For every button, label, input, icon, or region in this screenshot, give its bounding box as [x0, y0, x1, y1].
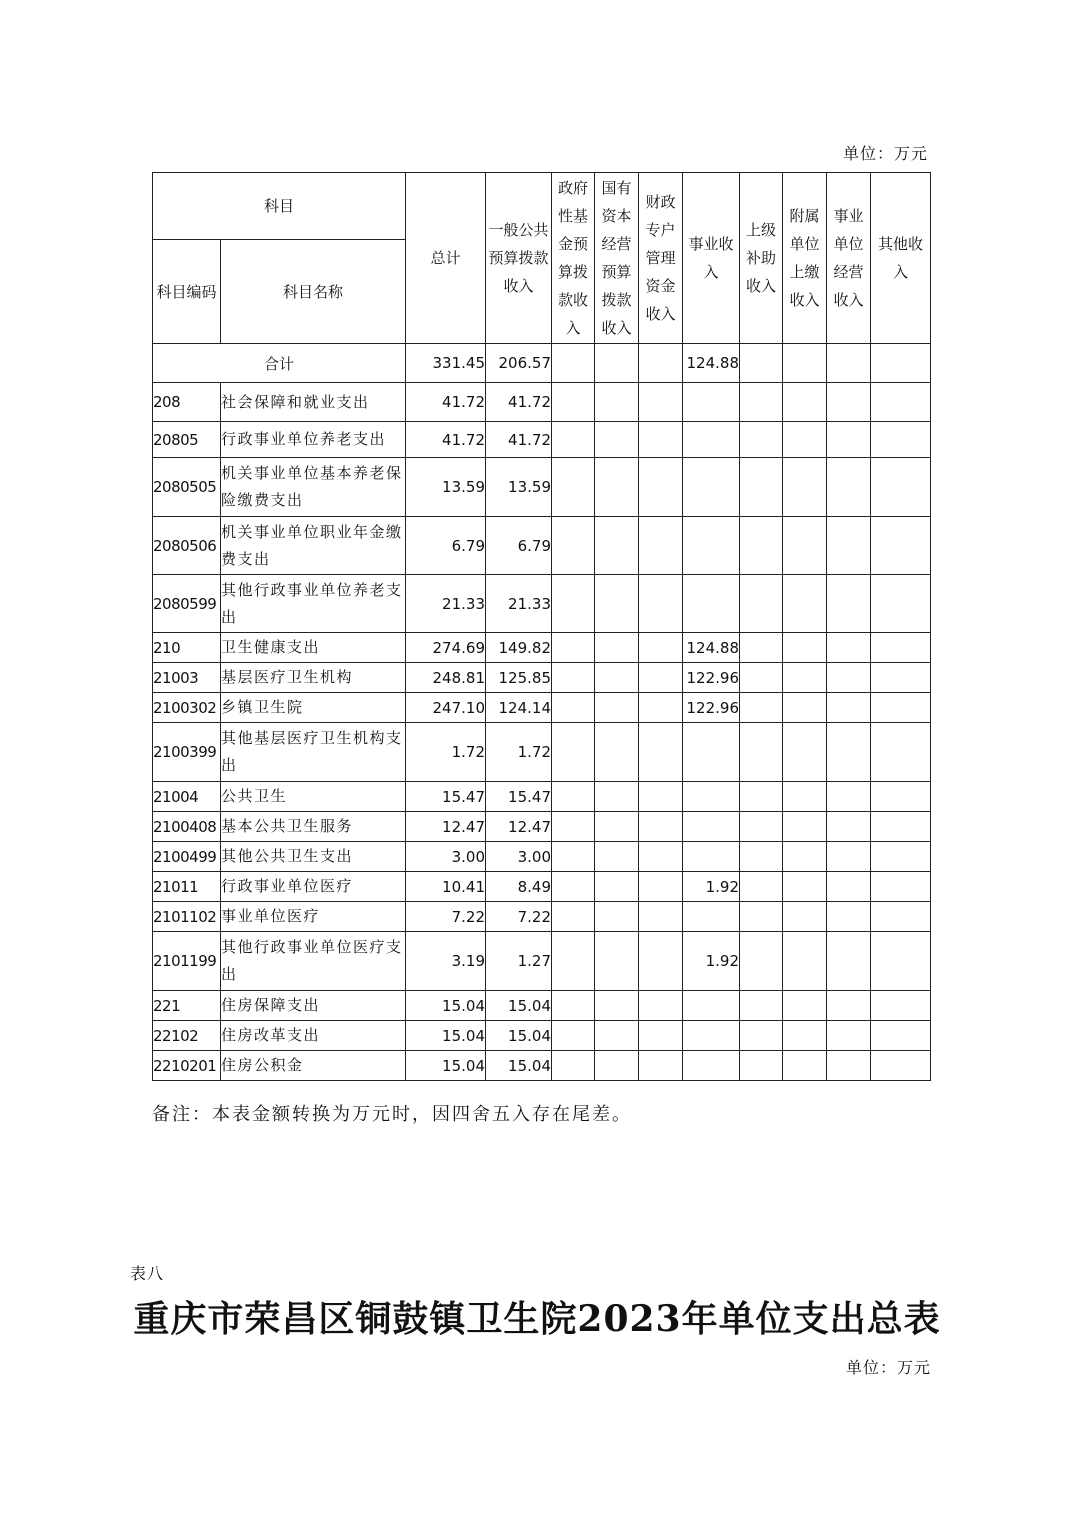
header-general-budget: 一般公共预算拨款收入	[486, 173, 552, 344]
subject-code: 2100399	[153, 723, 221, 782]
subject-code: 2080599	[153, 575, 221, 633]
subject-name: 社会保障和就业支出	[221, 383, 406, 422]
row-business-income: 124.88	[683, 633, 740, 663]
row-total: 15.04	[406, 1021, 486, 1051]
row-state-capital	[595, 517, 639, 575]
row-business-operation	[827, 812, 871, 842]
row-total: 7.22	[406, 902, 486, 932]
subject-name: 基层医疗卫生机构	[221, 663, 406, 693]
unit-label-top: 单位：万元	[842, 144, 928, 163]
subject-name: 机关事业单位基本养老保险缴费支出	[221, 458, 406, 517]
row-affiliated-unit	[783, 575, 827, 633]
row-gov-fund	[552, 723, 595, 782]
row-superior-subsidy	[740, 383, 783, 422]
row-affiliated-unit	[783, 422, 827, 458]
subject-code: 2100302	[153, 693, 221, 723]
row-other-income	[871, 723, 931, 782]
row-affiliated-unit	[783, 517, 827, 575]
table-row	[153, 991, 931, 1021]
table-row	[153, 782, 931, 812]
row-business-income	[683, 517, 740, 575]
row-special-account	[639, 693, 683, 723]
row-state-capital	[595, 422, 639, 458]
row-business-income	[683, 991, 740, 1021]
row-superior-subsidy	[740, 991, 783, 1021]
subject-code: 2210201	[153, 1051, 221, 1081]
subject-name: 事业单位医疗	[221, 902, 406, 932]
row-other-income	[871, 383, 931, 422]
row-gov-fund	[552, 422, 595, 458]
row-business-income	[683, 812, 740, 842]
subject-code: 21003	[153, 663, 221, 693]
row-general-budget: 15.04	[486, 1051, 552, 1081]
row-business-operation	[827, 991, 871, 1021]
row-state-capital	[595, 782, 639, 812]
row-general-budget: 15.47	[486, 782, 552, 812]
header-other-income: 其他收入	[871, 173, 931, 344]
table-row	[153, 812, 931, 842]
row-general-budget: 125.85	[486, 663, 552, 693]
table-body	[153, 344, 931, 1081]
row-state-capital	[595, 932, 639, 991]
subject-name: 卫生健康支出	[221, 633, 406, 663]
row-state-capital	[595, 383, 639, 422]
row-other-income	[871, 991, 931, 1021]
row-superior-subsidy	[740, 932, 783, 991]
row-general-budget: 41.72	[486, 422, 552, 458]
row-business-income	[683, 1021, 740, 1051]
row-superior-subsidy	[740, 458, 783, 517]
table-row	[153, 723, 931, 782]
subject-code: 2101102	[153, 902, 221, 932]
subject-code: 208	[153, 383, 221, 422]
row-business-operation	[827, 458, 871, 517]
row-total: 41.72	[406, 383, 486, 422]
row-gov-fund	[552, 693, 595, 723]
row-state-capital	[595, 575, 639, 633]
row-affiliated-unit	[783, 1021, 827, 1051]
subject-code: 2100408	[153, 812, 221, 842]
row-general-budget: 41.72	[486, 383, 552, 422]
row-state-capital	[595, 1021, 639, 1051]
table-row	[153, 932, 931, 991]
row-superior-subsidy	[740, 1051, 783, 1081]
row-gov-fund	[552, 633, 595, 663]
row-state-capital	[595, 1051, 639, 1081]
row-gov-fund	[552, 517, 595, 575]
row-total: 21.33	[406, 575, 486, 633]
table-row	[153, 842, 931, 872]
row-superior-subsidy	[740, 723, 783, 782]
row-superior-subsidy	[740, 782, 783, 812]
header-business-income: 事业收入	[683, 173, 740, 344]
row-other-income	[871, 575, 931, 633]
row-business-operation	[827, 575, 871, 633]
subject-name: 乡镇卫生院	[221, 693, 406, 723]
row-state-capital	[595, 842, 639, 872]
row-superior-subsidy	[740, 663, 783, 693]
table-row	[153, 633, 931, 663]
row-total: 15.47	[406, 782, 486, 812]
row-total: 15.04	[406, 991, 486, 1021]
table-row	[153, 1051, 931, 1081]
row-state-capital	[595, 872, 639, 902]
row-business-operation	[827, 663, 871, 693]
row-other-income	[871, 458, 931, 517]
row-affiliated-unit	[783, 782, 827, 812]
row-state-capital	[595, 458, 639, 517]
row-other-income	[871, 693, 931, 723]
row-general-budget: 1.27	[486, 932, 552, 991]
row-business-income	[683, 902, 740, 932]
subject-code: 2101199	[153, 932, 221, 991]
row-gov-fund	[552, 663, 595, 693]
row-superior-subsidy	[740, 575, 783, 633]
row-other-income	[871, 812, 931, 842]
table-row	[153, 693, 931, 723]
table-note: 备注：本表金额转换为万元时，因四舍五入存在尾差。	[152, 1104, 632, 1125]
row-business-operation	[827, 693, 871, 723]
row-gov-fund	[552, 383, 595, 422]
row-superior-subsidy	[740, 517, 783, 575]
row-general-budget: 21.33	[486, 575, 552, 633]
row-other-income	[871, 422, 931, 458]
row-total: 12.47	[406, 812, 486, 842]
header-superior-subsidy: 上级补助收入	[740, 173, 783, 344]
header-special-account: 财政专户管理资金收入	[639, 173, 683, 344]
row-general-budget: 12.47	[486, 812, 552, 842]
row-other-income	[871, 517, 931, 575]
row-affiliated-unit	[783, 383, 827, 422]
subject-name: 机关事业单位职业年金缴费支出	[221, 517, 406, 575]
row-state-capital	[595, 663, 639, 693]
header-gov-fund: 政府性基金预算拨款收入	[552, 173, 595, 344]
row-business-operation	[827, 782, 871, 812]
subject-name: 其他基层医疗卫生机构支出	[221, 723, 406, 782]
row-superior-subsidy	[740, 872, 783, 902]
subject-code: 22102	[153, 1021, 221, 1051]
row-business-income: 1.92	[683, 872, 740, 902]
row-affiliated-unit	[783, 902, 827, 932]
row-general-budget: 15.04	[486, 991, 552, 1021]
row-gov-fund	[552, 782, 595, 812]
row-other-income	[871, 842, 931, 872]
row-special-account	[639, 663, 683, 693]
row-special-account	[639, 575, 683, 633]
subject-name: 行政事业单位养老支出	[221, 422, 406, 458]
row-special-account	[639, 872, 683, 902]
row-total: 3.19	[406, 932, 486, 991]
row-other-income	[871, 782, 931, 812]
row-business-income	[683, 575, 740, 633]
row-special-account	[639, 1051, 683, 1081]
row-business-operation	[827, 932, 871, 991]
row-general-budget: 8.49	[486, 872, 552, 902]
subject-code: 221	[153, 991, 221, 1021]
row-special-account	[639, 812, 683, 842]
page-title: 重庆市荣昌区铜鼓镇卫生院2023年单位支出总表	[133, 1298, 941, 1340]
row-business-operation	[827, 723, 871, 782]
subject-code: 2100499	[153, 842, 221, 872]
header-state-capital: 国有资本经营预算拨款收入	[595, 173, 639, 344]
row-gov-fund	[552, 812, 595, 842]
row-affiliated-unit	[783, 458, 827, 517]
row-total: 13.59	[406, 458, 486, 517]
row-special-account	[639, 1021, 683, 1051]
row-gov-fund	[552, 1051, 595, 1081]
row-superior-subsidy	[740, 693, 783, 723]
row-business-operation	[827, 1021, 871, 1051]
subject-code: 21004	[153, 782, 221, 812]
row-general-budget: 13.59	[486, 458, 552, 517]
row-total: 3.00	[406, 842, 486, 872]
row-gov-fund	[552, 902, 595, 932]
row-special-account	[639, 991, 683, 1021]
table-row	[153, 872, 931, 902]
header-affiliated-unit: 附属单位上缴收入	[783, 173, 827, 344]
subject-code: 20805	[153, 422, 221, 458]
row-special-account	[639, 902, 683, 932]
row-general-budget: 6.79	[486, 517, 552, 575]
row-general-budget: 15.04	[486, 1021, 552, 1051]
row-superior-subsidy	[740, 422, 783, 458]
row-gov-fund	[552, 932, 595, 991]
row-special-account	[639, 782, 683, 812]
header-subject-code: 科目编码	[153, 240, 221, 344]
row-state-capital	[595, 693, 639, 723]
row-general-budget: 7.22	[486, 902, 552, 932]
row-affiliated-unit	[783, 633, 827, 663]
row-business-income	[683, 1051, 740, 1081]
row-superior-subsidy	[740, 842, 783, 872]
row-other-income	[871, 1021, 931, 1051]
subject-name: 其他行政事业单位医疗支出	[221, 932, 406, 991]
row-affiliated-unit	[783, 693, 827, 723]
row-superior-subsidy	[740, 1021, 783, 1051]
row-special-account	[639, 842, 683, 872]
row-business-income	[683, 383, 740, 422]
row-affiliated-unit	[783, 932, 827, 991]
row-general-budget: 3.00	[486, 842, 552, 872]
row-business-operation	[827, 422, 871, 458]
row-state-capital	[595, 902, 639, 932]
row-total: 1.72	[406, 723, 486, 782]
row-superior-subsidy	[740, 812, 783, 842]
row-state-capital	[595, 812, 639, 842]
row-gov-fund	[552, 991, 595, 1021]
row-total: 248.81	[406, 663, 486, 693]
row-business-income	[683, 723, 740, 782]
row-business-operation	[827, 872, 871, 902]
row-business-income	[683, 458, 740, 517]
table-row	[153, 383, 931, 422]
row-business-operation	[827, 633, 871, 663]
table-row	[153, 575, 931, 633]
row-business-income	[683, 842, 740, 872]
row-gov-fund	[552, 872, 595, 902]
row-total: 274.69	[406, 633, 486, 663]
row-general-budget: 1.72	[486, 723, 552, 782]
row-special-account	[639, 633, 683, 663]
row-affiliated-unit	[783, 812, 827, 842]
row-other-income	[871, 633, 931, 663]
row-other-income	[871, 932, 931, 991]
row-total: 6.79	[406, 517, 486, 575]
row-other-income	[871, 1051, 931, 1081]
subject-code: 2080506	[153, 517, 221, 575]
table-row	[153, 422, 931, 458]
row-other-income	[871, 872, 931, 902]
row-business-income	[683, 782, 740, 812]
row-affiliated-unit	[783, 872, 827, 902]
row-business-operation	[827, 383, 871, 422]
subject-code: 21011	[153, 872, 221, 902]
row-superior-subsidy	[740, 902, 783, 932]
row-special-account	[639, 383, 683, 422]
row-affiliated-unit	[783, 1051, 827, 1081]
row-business-operation	[827, 1051, 871, 1081]
row-business-operation	[827, 842, 871, 872]
row-business-income: 122.96	[683, 663, 740, 693]
unit-label-bottom: 单位：万元	[845, 1358, 931, 1377]
row-affiliated-unit	[783, 991, 827, 1021]
header-subject: 科目	[153, 173, 406, 240]
header-business-operation: 事业单位经营收入	[827, 173, 871, 344]
table-number: 表八	[130, 1264, 165, 1283]
row-total: 10.41	[406, 872, 486, 902]
row-total: 247.10	[406, 693, 486, 723]
subject-name: 住房公积金	[221, 1051, 406, 1081]
row-state-capital	[595, 633, 639, 663]
row-gov-fund	[552, 458, 595, 517]
table-row	[153, 517, 931, 575]
row-special-account	[639, 517, 683, 575]
row-other-income	[871, 902, 931, 932]
income-table	[152, 172, 931, 1081]
total-general-budget: 206.57	[486, 344, 552, 383]
row-affiliated-unit	[783, 842, 827, 872]
row-superior-subsidy	[740, 633, 783, 663]
total-label: 合计	[153, 344, 406, 383]
row-special-account	[639, 422, 683, 458]
row-special-account	[639, 932, 683, 991]
row-affiliated-unit	[783, 663, 827, 693]
subject-name: 行政事业单位医疗	[221, 872, 406, 902]
subject-code: 210	[153, 633, 221, 663]
row-special-account	[639, 723, 683, 782]
row-business-operation	[827, 517, 871, 575]
subject-name: 其他行政事业单位养老支出	[221, 575, 406, 633]
row-state-capital	[595, 991, 639, 1021]
subject-name: 其他公共卫生支出	[221, 842, 406, 872]
row-state-capital	[595, 723, 639, 782]
row-gov-fund	[552, 575, 595, 633]
table-row	[153, 1021, 931, 1051]
row-general-budget: 149.82	[486, 633, 552, 663]
total-business-income: 124.88	[683, 344, 740, 383]
subject-code: 2080505	[153, 458, 221, 517]
row-other-income	[871, 663, 931, 693]
subject-name: 基本公共卫生服务	[221, 812, 406, 842]
row-business-income	[683, 422, 740, 458]
header-subject-name: 科目名称	[221, 240, 406, 344]
table-row	[153, 902, 931, 932]
row-business-income: 122.96	[683, 693, 740, 723]
row-special-account	[639, 458, 683, 517]
total-total: 331.45	[406, 344, 486, 383]
row-affiliated-unit	[783, 723, 827, 782]
row-gov-fund	[552, 1021, 595, 1051]
subject-name: 住房保障支出	[221, 991, 406, 1021]
subject-name: 住房改革支出	[221, 1021, 406, 1051]
total-row	[153, 344, 931, 383]
table-row	[153, 663, 931, 693]
row-total: 41.72	[406, 422, 486, 458]
row-total: 15.04	[406, 1051, 486, 1081]
table-row	[153, 458, 931, 517]
row-business-income: 1.92	[683, 932, 740, 991]
row-general-budget: 124.14	[486, 693, 552, 723]
row-business-operation	[827, 902, 871, 932]
header-total: 总计	[406, 173, 486, 344]
subject-name: 公共卫生	[221, 782, 406, 812]
row-gov-fund	[552, 842, 595, 872]
